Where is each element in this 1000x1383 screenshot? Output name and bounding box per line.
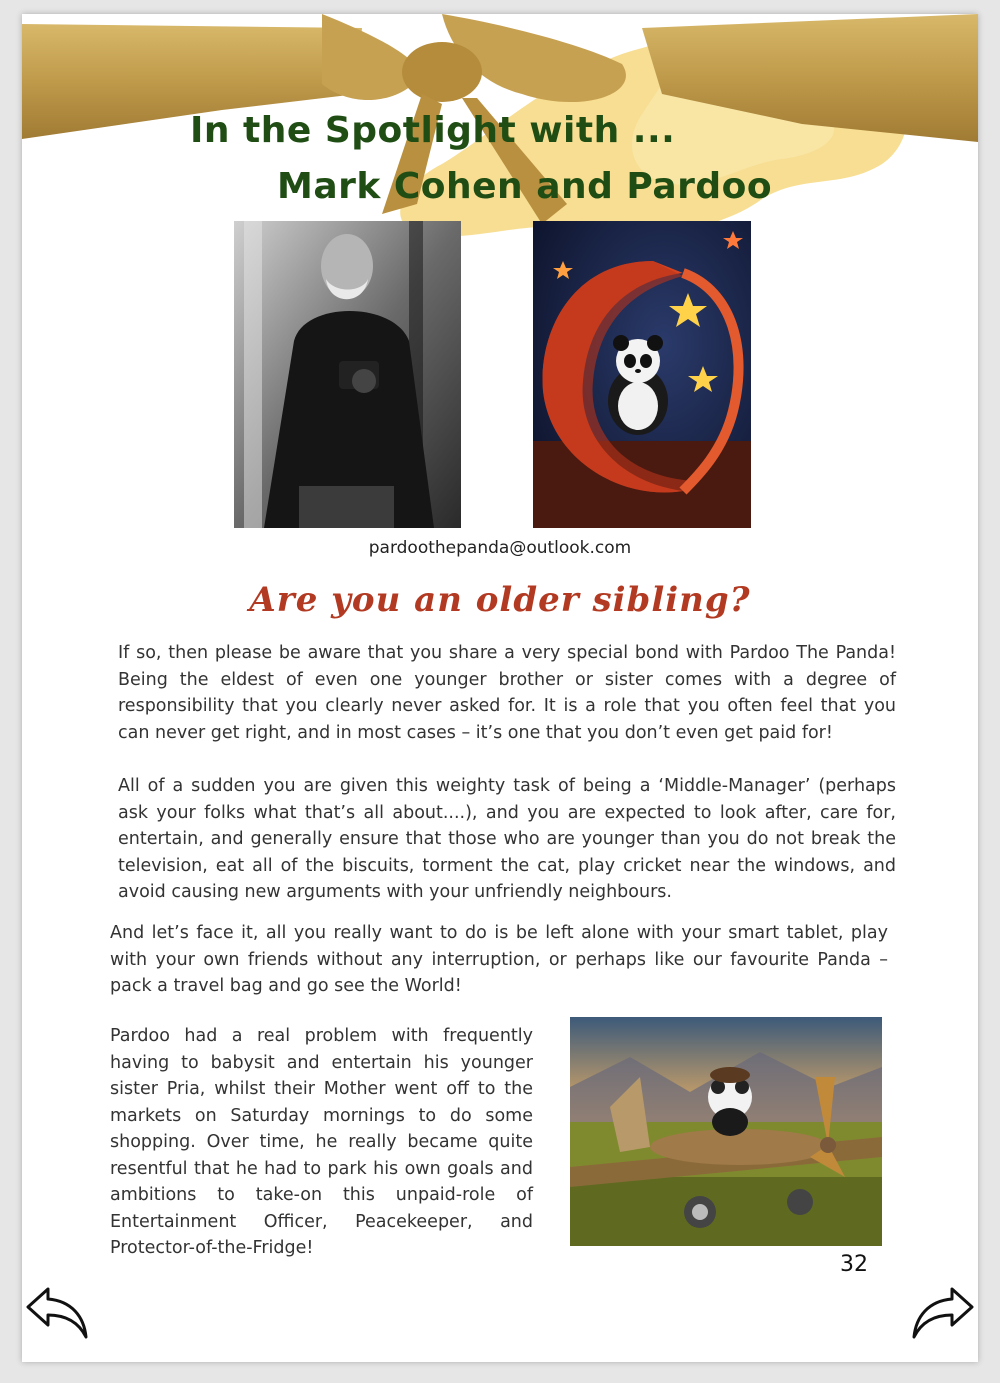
paragraph-4: Pardoo had a real problem with frequently having to babysit and entertain his younger sister Pria, whilst their Mother went off to the markets on Saturday mornings to do some shopping. Over time, he really became quite resentful that he had to park his own goals and ambitions to take-on this unpaid-role of Entertainment Officer, Peacekeeper, and Protector-of-the-Fridge! — [110, 1026, 533, 1258]
section-heading: Are you an older sibling? — [249, 580, 751, 620]
paragraph-1: If so, then please be aware that you share a very special bond with Pardoo The Panda! Being the eldest of even one younger brother or sister comes with a degree of responsibility that you clearly never asked for. It is a role that you often feel that you can never get right, and in most cases – it’s one that you don’t even get paid for! — [118, 643, 896, 743]
panda-airplane-illustration — [570, 1017, 882, 1246]
back-arrow-icon[interactable] — [24, 1285, 90, 1341]
contact-email[interactable]: pardoothepanda@outlook.com — [368, 538, 632, 558]
paragraph-2: All of a sudden you are given this weighty task of being a ‘Middle-Manager’ (perhaps ask your folks what that’s all about....), and you are expected to look after, care for, entertain, and generally ensure that those who are younger than you do not break the television, eat all of the biscuits, torment the cat, play cricket near the windows, and avoid causing new arguments with your unfriendly neighbours. — [118, 776, 896, 902]
spotlight-title-line2: Mark Cohen and Pardoo — [277, 166, 773, 207]
page-number: 32 — [840, 1252, 868, 1277]
magazine-page — [22, 14, 978, 1362]
paragraph-3: And let’s face it, all you really want to do is be left alone with your smart tablet, play with your own friends without any interruption, or perhaps like our favourite Panda – pack a travel bag and go see the World! — [110, 923, 888, 996]
panda-moon-illustration — [533, 221, 751, 528]
author-portrait-photo — [234, 221, 461, 528]
forward-arrow-icon[interactable] — [910, 1285, 976, 1341]
spotlight-title-line1: In the Spotlight with ... — [190, 110, 676, 151]
